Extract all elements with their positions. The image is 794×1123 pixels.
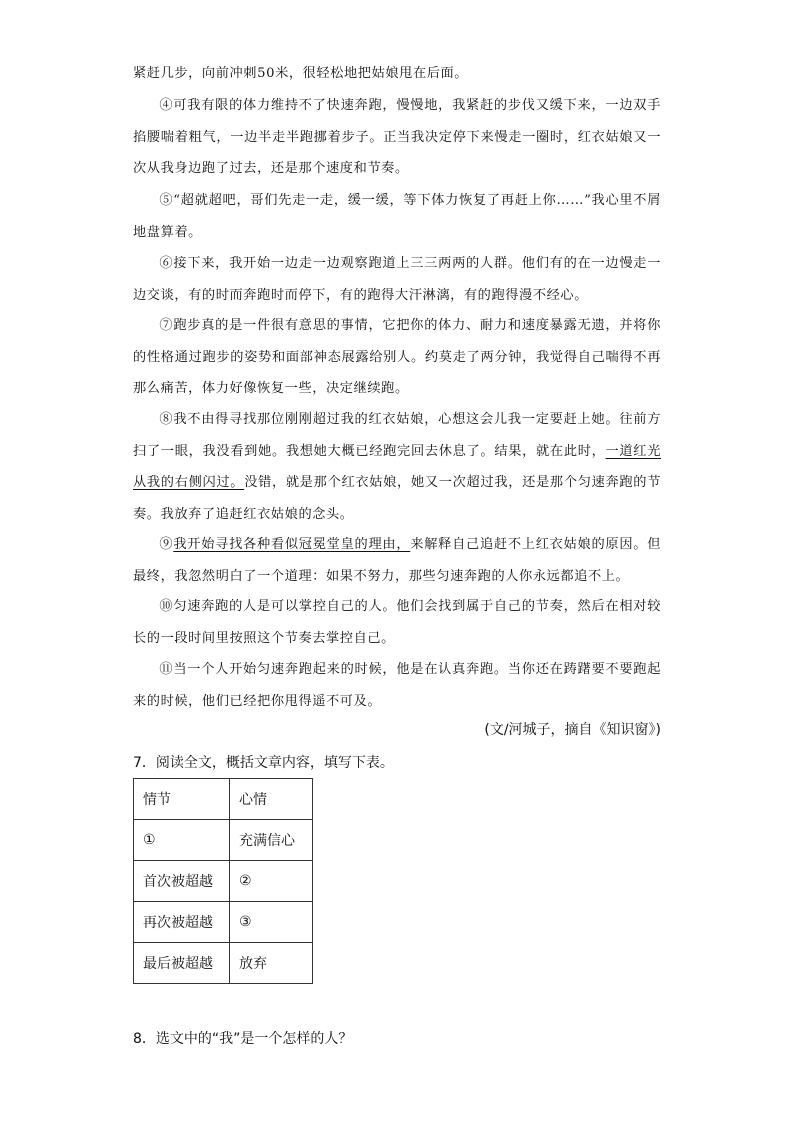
table-row <box>134 943 313 984</box>
table-row <box>134 861 313 902</box>
underlined-sentence-red-light: 一道红光从我的右侧闪过。 <box>133 443 661 490</box>
paragraph-9-number: ⑨ <box>159 537 174 552</box>
paragraph-9-text: 来解释自己追赶不上红衣姑娘的原因。但最终，我忽然明白了一个道理：如果不努力，那些匀速奔跑的人你永远都追不上。 <box>133 537 661 584</box>
paragraph-7: ⑦跑步真的是一件很有意思的事情，它把你的体力、耐力和速度暴露无遗，并将你的性格通过跑步的姿势和面部神态展露给别人。约莫走了两分钟，我觉得自己喘得不再那么痛苦，体力好像恢复一些，决定继续跑。 <box>133 318 661 396</box>
table-header-row <box>134 779 313 820</box>
table-row <box>134 820 313 861</box>
paragraph-6: ⑥接下来，我开始一边走一边观察跑道上三三两两的人群。他们有的在一边慢走一边交谈，有的时而奔跑时而停下，有的跑得大汗淋漓，有的跑得漫不经心。 <box>133 256 661 303</box>
paragraph-11: ⑪当一个人开始匀速奔跑起来的时候，他是在认真奔跑。当你还在踌躇要不要跑起来的时候，他们已经把你甩得遥不可及。 <box>133 662 661 709</box>
table-cell: 放弃 <box>230 943 313 984</box>
table-cell: 再次被超越 <box>134 902 230 943</box>
paragraph-4: ④可我有限的体力维持不了快速奔跑，慢慢地，我紧赶的步伐又缓下来，一边双手掐腰喘着粗气，一边半走半跑挪着步子。正当我决定停下来慢走一圈时，红衣姑娘又一次从我身边跑了过去，还是那个速度和节奏。 <box>133 98 661 176</box>
paragraph-3-end: 紧赶几步，向前冲刺50米，很轻松地把姑娘甩在后面。 <box>133 66 469 81</box>
table-cell: ③ <box>230 902 313 943</box>
paragraph-8-text-b: 没错，就是那个红衣姑娘，她又一次超过我，还是那个匀速奔跑的节奏。我放弃了追赶红衣姑娘的念头。 <box>133 475 661 522</box>
paragraph-5: ⑤“超就超吧，哥们先走一走，缓一缓，等下体力恢复了再赶上你……”我心里不屑地盘算着。 <box>133 193 661 240</box>
paragraph-9 <box>133 529 661 592</box>
table-cell: 最后被超越 <box>134 943 230 984</box>
table-header-cell: 情节 <box>134 779 230 820</box>
paragraph-8 <box>133 404 661 530</box>
table-cell: ① <box>134 820 230 861</box>
article-source: (文/河城子，摘自《知识窗》) <box>484 722 661 738</box>
question-8: 8．选文中的“我”是一个怎样的人？ <box>133 1031 353 1047</box>
table-cell: 首次被超越 <box>134 861 230 902</box>
plot-mood-table <box>133 778 313 984</box>
question-7: 7．阅读全文，概括文章内容，填写下表。 <box>133 755 394 771</box>
paragraph-8-text-a: ⑧我不由得寻找那位刚刚超过我的红衣姑娘，心想这会儿我一定要赶上她。往前方扫了一眼，我没看到她。我想她大概已经跑完回去休息了。结果，就在此时， <box>133 412 661 459</box>
table-row <box>134 902 313 943</box>
underlined-sentence-excuses: 我开始寻找各种看似冠冕堂皇的理由， <box>173 537 411 552</box>
table-cell: 充满信心 <box>230 820 313 861</box>
table-cell: ② <box>230 861 313 902</box>
table-header-cell: 心情 <box>230 779 313 820</box>
paragraph-10: ⑩匀速奔跑的人是可以掌控自己的人。他们会找到属于自己的节奏，然后在相对较长的一段时间里按照这个节奏去掌控自己。 <box>133 599 661 646</box>
